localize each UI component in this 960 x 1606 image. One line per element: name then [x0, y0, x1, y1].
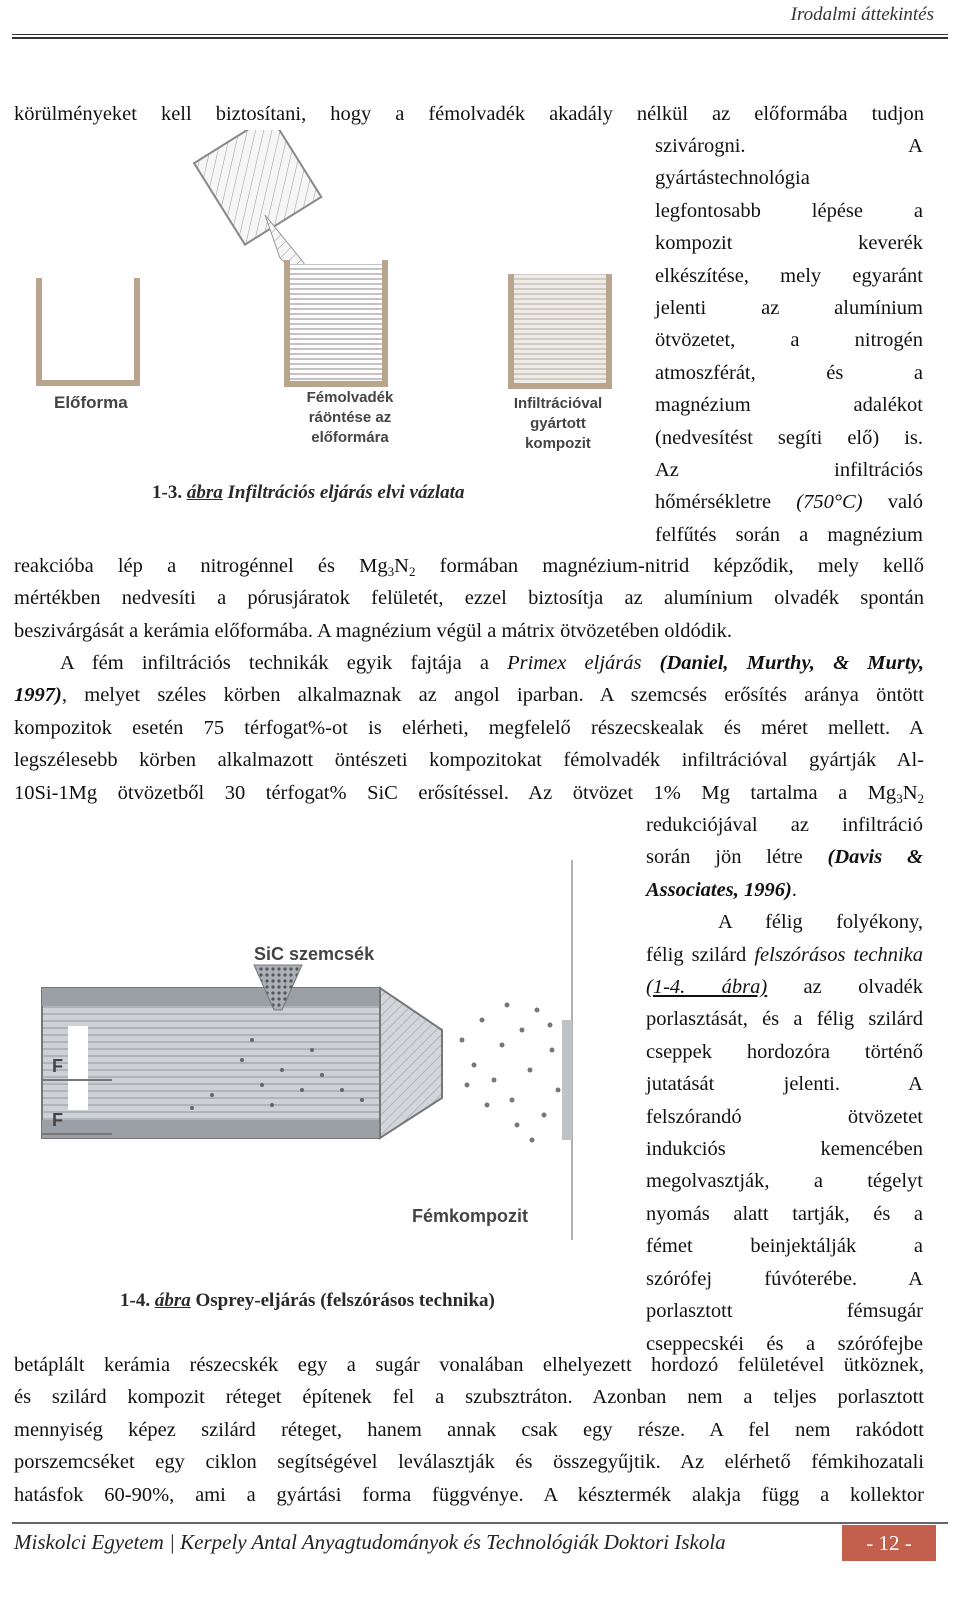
caption-text: Osprey-eljárás (felszórásos technika): [190, 1290, 495, 1311]
footer-institution: Miskolci Egyetem | Kerpely Antal Anyagtudományok és Technológiák Doktori Iskola: [14, 1530, 726, 1554]
text-line: [14, 550, 924, 582]
text-line: kompozit keverék: [655, 232, 923, 255]
temperature-value: (750°C): [796, 491, 863, 514]
text-line: kompozitok esetén 75 térfogat%-ot is elérheti, megfelelő részecskealak és méret mellett. A: [14, 716, 924, 739]
text-fragment: A fém infiltrációs technikák egyik fajtája a: [60, 652, 508, 674]
label-result-2: gyártott: [530, 415, 586, 432]
preform-with-metal: [284, 260, 388, 387]
subscript: 2: [408, 564, 416, 579]
infiltrated-composite: [508, 274, 612, 389]
subscript: 3: [387, 564, 395, 579]
text-line: ötvözetet, a nitrogén: [655, 329, 923, 352]
label-force-1: F: [52, 1056, 63, 1076]
text-line: legfontosabb lépése a: [655, 199, 923, 222]
text-line: gyártástechnológia: [655, 167, 810, 190]
text-fragment: N: [394, 555, 409, 577]
subscript: 2: [917, 790, 924, 806]
text-line: cseppek hordozóra történő: [646, 1040, 923, 1063]
label-sic-particles: SiC szemcsék: [254, 944, 375, 964]
citation: Associates, 1996): [646, 878, 792, 901]
text-fragment: formában magnézium-nitrid képződik, mely kellő: [415, 555, 924, 577]
figure-infiltration-diagram: [12, 130, 657, 530]
text-fragment: szivárogni. A: [655, 135, 923, 157]
text-line: redukciójával az infiltráció: [646, 814, 923, 836]
citation: 1997): [14, 684, 62, 707]
text-line: jutatását jelenti. A: [646, 1073, 923, 1096]
paragraph-3-end: [14, 1349, 924, 1511]
caption-number: 1-3.: [152, 482, 183, 503]
text-line: Az infiltrációs: [655, 459, 923, 482]
pouring-crucible: [194, 130, 321, 245]
text-line: (nedvesítést segíti elő) is.: [655, 426, 923, 449]
text-line: cseppecskéi és a szórófejbe: [646, 1332, 923, 1355]
paragraph-1-intro: [14, 98, 924, 130]
text-line: hatásfok 60-90%, ami a gyártási forma függvénye. A késztermék alakja függ a kollektor: [14, 1483, 924, 1506]
header-rule-thick: [12, 37, 948, 39]
text-line: porszemcséket egy ciklon segítségével leválasztják és összegyűjtik. Az elérhető fémkihozatali: [14, 1451, 924, 1474]
header-rule: [12, 34, 948, 35]
caption-number: 1-4.: [120, 1290, 151, 1311]
text-line: mértékben nedvesíti a pórusjáratok felületét, ezzel biztosítja az alumínium olvadék spontán: [14, 587, 924, 610]
text-line: [14, 647, 924, 679]
text-line: A félig folyékony,: [718, 911, 923, 934]
atomizer-barrel: [42, 988, 442, 1138]
text-line: indukciós kemencében: [646, 1138, 923, 1161]
citation: (Davis &: [827, 846, 923, 869]
figure-osprey-diagram: [12, 840, 632, 1350]
text-fragment: félig szilárd: [646, 943, 755, 966]
page-number-badge: - 12 -: [842, 1525, 936, 1561]
text-line: nyomás alatt tartják, és a: [646, 1202, 923, 1225]
collector-deposit: [562, 1020, 572, 1140]
figure-reference-link[interactable]: (1-4. ábra): [646, 976, 768, 999]
text-fragment: való: [862, 491, 923, 514]
technique-name: felszórásos technika: [754, 943, 923, 966]
text-line: [646, 939, 923, 971]
text-fragment: hőmérsékletre: [655, 491, 797, 514]
figure-1-caption: [152, 482, 464, 504]
label-pour-2: ráöntése az: [308, 409, 392, 426]
text-line: felfűtés során a magnézium: [655, 523, 923, 546]
text-line: atmoszférát, és a: [655, 361, 923, 384]
text-fragment: 10Si-1Mg ötvözetből 30 térfogat% SiC erősítéssel. Az ötvözet 1% Mg tartalma a Mg: [14, 781, 897, 804]
label-pour-1: Fémolvadék: [306, 389, 394, 406]
running-header: Irodalmi áttekintés: [790, 4, 934, 25]
text-line: körülményeket kell biztosítani, hogy a fémolvadék akadály nélkül az előformába tudjon: [14, 103, 924, 125]
text-fragment: .: [791, 878, 797, 901]
text-line: [646, 874, 923, 906]
caption-text: Infiltrációs eljárás elvi vázlata: [222, 482, 465, 503]
text-line: [14, 679, 924, 711]
text-line: megolvasztják, a tégelyt: [646, 1170, 923, 1193]
text-fragment: során jön létre: [646, 846, 828, 869]
text-line: porlasztott fémsugár: [646, 1300, 923, 1323]
text-line: szórófej fúvóterébe. A: [646, 1267, 923, 1290]
text-line: [655, 130, 923, 162]
spray-particles: [460, 1003, 561, 1143]
label-preform: Előforma: [54, 393, 128, 412]
text-line: legszélesebb körben alkalmazott öntészeti kompozitokat fémolvadék infiltrációval gyártják Al-: [14, 749, 924, 772]
figure-2-caption: [120, 1290, 495, 1312]
text-fragment: , melyet széles körben alkalmaznak az angol iparban. A szemcsés erősítés aránya öntött: [61, 684, 924, 707]
preform-crucible: [36, 278, 140, 386]
paragraph-2: [14, 647, 924, 809]
text-fragment: az olvadék: [767, 976, 923, 999]
label-pour-3: előformára: [311, 429, 389, 446]
text-line: mennyiség képez szilárd réteget, hanem annak csak egy része. A fel nem rakódott: [14, 1418, 924, 1441]
text-line: [646, 841, 923, 873]
text-fragment: reakcióba lép a nitrogénnel és Mg: [14, 555, 388, 577]
text-line: felszórandó ötvözetet: [646, 1105, 923, 1128]
label-result-3: kompozit: [525, 435, 591, 452]
footer-rule: [12, 1522, 948, 1524]
label-metal-composite: Fémkompozit: [412, 1206, 529, 1226]
text-line: elkészítése, mely egyaránt: [655, 264, 923, 287]
label-result-1: Infiltrációval: [513, 395, 603, 412]
text-line: jelenti az alumínium: [655, 297, 923, 320]
text-line: [646, 971, 923, 1003]
citation: (Daniel, Murthy, & Murty,: [641, 652, 924, 674]
paragraph-1-end: [14, 550, 924, 647]
text-fragment: N: [902, 781, 918, 804]
caption-abra: ábra: [186, 482, 223, 503]
process-name: Primex eljárás: [507, 652, 642, 674]
text-line: betáplált kerámia részecskék egy a sugár vonalában elhelyezett hordozó felületével ütköznek,: [14, 1354, 924, 1376]
text-line: és szilárd kompozit réteget építenek fel a szubsztráton. Azonban nem a teljes porlasztott: [14, 1386, 924, 1409]
text-line: fémet beinjektálják a: [646, 1235, 923, 1258]
text-line: beszivárgását a kerámia előformába. A magnézium végül a mátrix ötvözetében oldódik.: [14, 619, 733, 642]
text-line: magnézium adalékot: [655, 394, 923, 417]
text-line: porlasztását, és a félig szilárd: [646, 1008, 923, 1031]
caption-abra: ábra: [154, 1290, 191, 1311]
paragraph-1-wrap-column: [655, 130, 923, 551]
label-force-2: F: [52, 1110, 63, 1130]
text-line: [655, 486, 923, 518]
subscript: 3: [896, 790, 903, 806]
paragraph-3-wrap-column: [646, 809, 923, 1360]
text-line: [14, 777, 924, 809]
